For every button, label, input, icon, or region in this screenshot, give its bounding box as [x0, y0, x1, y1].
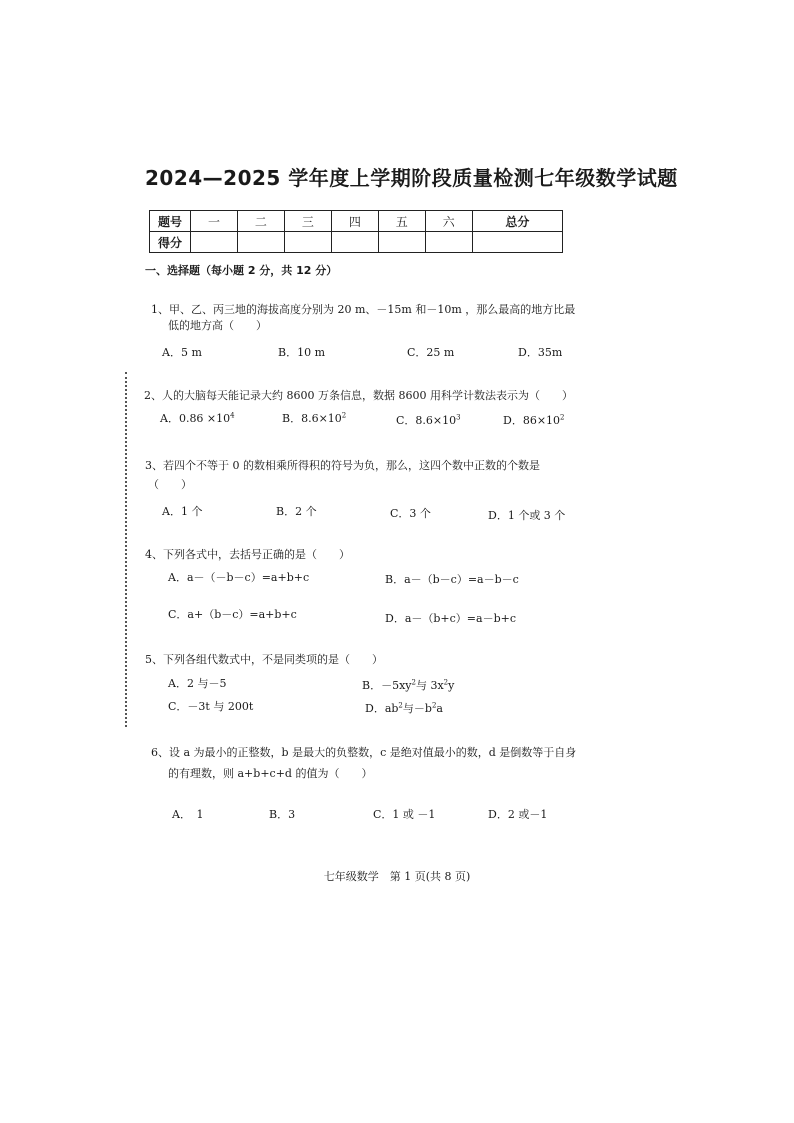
score-blank	[331, 232, 378, 253]
section-heading: 一、选择题（每小题 2 分，共 12 分）	[145, 264, 338, 277]
q4-option-d: D．a－（b+c）=a－b+c	[385, 612, 516, 625]
question-1-line1: 1、甲、乙、丙三地的海拔高度分别为 20 m、－15m 和－10m ，那么最高的地方比最	[151, 303, 576, 316]
q1-option-d: D．35m	[518, 346, 563, 359]
q1-option-c: C．25 m	[407, 346, 455, 359]
q3-option-a: A．1 个	[162, 505, 203, 518]
score-cell-col1: 一	[191, 211, 238, 232]
score-cell-label: 题号	[150, 211, 191, 232]
binding-margin-dotted-line	[125, 372, 127, 727]
q5-option-b-exp1: 2	[411, 678, 416, 687]
score-blank	[284, 232, 331, 253]
q5-option-b	[362, 677, 454, 693]
q5-option-a: A．2 与－5	[168, 677, 227, 690]
q4-option-a: A．a－（－b－c）=a+b+c	[168, 571, 310, 584]
q6-option-b: B．3	[269, 808, 296, 821]
q5-option-b-exp2: 2	[443, 678, 449, 687]
question-1-line2: 低的地方高（ ）	[168, 319, 267, 332]
q2-option-b	[282, 410, 346, 426]
score-cell-col3: 三	[284, 211, 331, 232]
q3-option-c: C．3 个	[390, 507, 431, 520]
q5-option-c: C．－3t 与 200t	[168, 700, 254, 713]
score-blank	[472, 232, 562, 253]
q3-option-d: D．1 个或 3 个	[488, 509, 566, 522]
q2-option-d-base: D．86×10	[503, 414, 561, 427]
q4-option-c: C．a+（b－c）=a+b+c	[168, 608, 297, 621]
q2-option-c	[396, 412, 461, 428]
q5-option-d-part1: D．ab	[365, 702, 399, 715]
exam-title: 2024—2025 学年度上学期阶段质量检测七年级数学试题	[145, 166, 678, 190]
q2-option-b-exp: 2	[341, 411, 347, 420]
question-4-line1: 4、下列各式中，去括号正确的是（ ）	[145, 548, 350, 561]
question-5-line1: 5、下列各组代数式中，不是同类项的是（ ）	[145, 653, 383, 666]
question-6-line2: 的有理数，则 a+b+c+d 的值为（ ）	[168, 767, 373, 780]
q5-option-b-part1: B．－5xy	[362, 679, 412, 692]
score-table-score-row	[150, 232, 563, 253]
score-row-label: 得分	[150, 232, 191, 253]
score-blank	[378, 232, 425, 253]
q3-option-b: B．2 个	[276, 505, 317, 518]
score-table-header-row	[150, 211, 563, 232]
q2-option-c-base: C．8.6×10	[396, 414, 457, 427]
score-cell-total: 总分	[472, 211, 562, 232]
question-3-line2: （ ）	[148, 478, 192, 491]
q2-option-c-exp: 3	[456, 413, 461, 422]
q2-option-a-base: A．0.86 ×10	[160, 412, 231, 425]
q2-option-d	[503, 412, 565, 428]
score-cell-col2: 二	[237, 211, 284, 232]
q5-option-d-part2: 与－b	[402, 702, 432, 715]
q4-option-b: B．a－（b－c）=a－b－c	[385, 573, 519, 586]
q5-option-b-part3: y	[448, 679, 455, 692]
q6-option-c: C．1 或 －1	[373, 808, 436, 821]
q6-option-d: D．2 或－1	[488, 808, 548, 821]
q5-option-b-part2: 与 3x	[415, 679, 444, 692]
q2-option-a	[160, 410, 235, 426]
q5-option-d-part3: a	[436, 702, 443, 715]
q5-option-d	[365, 700, 443, 716]
question-6-line1: 6、设 a 为最小的正整数，b 是最大的负整数，c 是绝对值最小的数，d 是倒数等于自身	[151, 746, 577, 759]
question-2-line1: 2、人的大脑每天能记录大约 8600 万条信息，数据 8600 用科学计数法表示为（ ）	[144, 389, 573, 402]
q2-option-a-exp: 4	[230, 411, 235, 420]
score-table	[149, 210, 563, 253]
score-blank	[191, 232, 238, 253]
q2-option-d-exp: 2	[560, 413, 565, 422]
score-blank	[425, 232, 472, 253]
question-3-line1: 3、若四个不等于 0 的数相乘所得积的符号为负，那么，这四个数中正数的个数是	[145, 459, 540, 472]
score-cell-col6: 六	[425, 211, 472, 232]
q1-option-b: B．10 m	[278, 346, 326, 359]
score-cell-col5: 五	[378, 211, 425, 232]
q5-option-d-exp2: 2	[431, 701, 437, 710]
q6-option-a: A． 1	[172, 808, 204, 821]
q2-option-b-base: B．8.6×10	[282, 412, 342, 425]
q5-option-d-exp1: 2	[398, 701, 403, 710]
q1-option-a: A．5 m	[162, 346, 202, 359]
score-blank	[237, 232, 284, 253]
page-footer: 七年级数学 第 1 页(共 8 页)	[323, 870, 471, 883]
score-cell-col4: 四	[331, 211, 378, 232]
